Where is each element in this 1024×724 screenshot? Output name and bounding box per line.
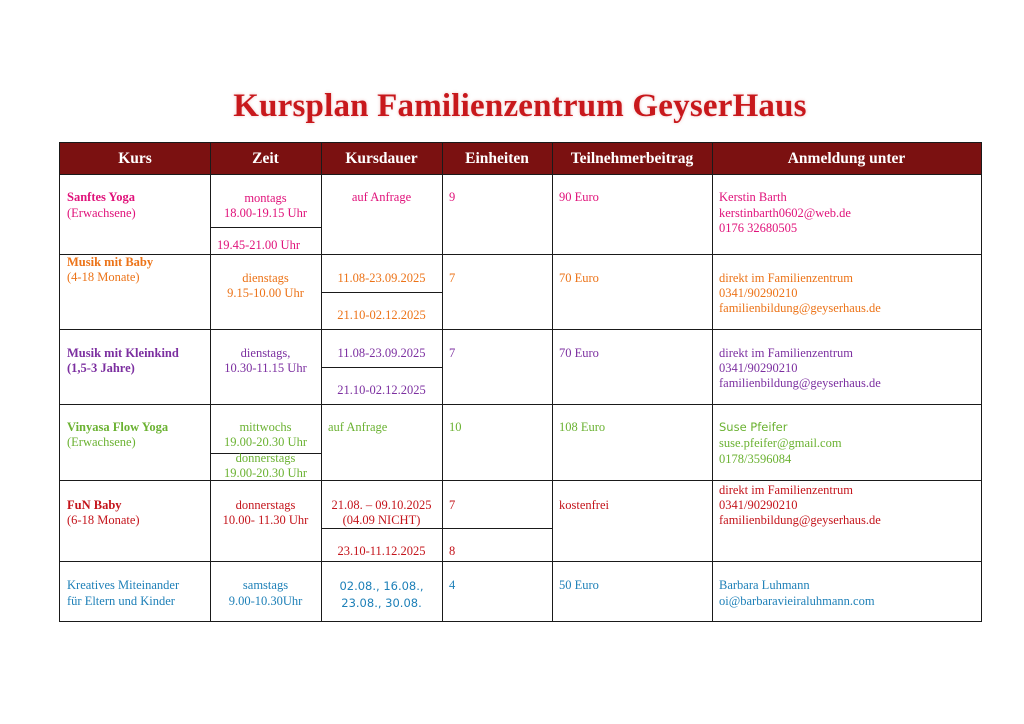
anmeldung-email[interactable]: familienbildung@geyserhaus.de: [719, 376, 881, 390]
row-divider: [60, 174, 981, 175]
anmeldung-email[interactable]: familienbildung@geyserhaus.de: [719, 513, 881, 527]
anmeldung-line: direkt im Familienzentrum: [719, 346, 853, 360]
einheiten: 8: [449, 544, 456, 558]
zeit-time: 19.45-21.00 Uhr: [217, 238, 300, 252]
grid-line: [712, 143, 713, 621]
header-kursdauer: Kursdauer: [345, 150, 418, 167]
row-divider: [60, 480, 981, 481]
einheiten: 7: [449, 271, 456, 285]
cell-divider: [210, 227, 321, 228]
course-table: [59, 142, 982, 622]
grid-line: [552, 143, 553, 621]
zeit-time: 19.00-20.30 Uhr: [224, 435, 307, 449]
anmeldung-phone: 0341/90290210: [719, 361, 798, 375]
kursdauer: 02.08., 16.08.,: [339, 579, 424, 593]
einheiten: 9: [449, 190, 456, 204]
einheiten: 7: [449, 498, 456, 512]
einheiten: 10: [449, 420, 462, 434]
zeit-time: 10.00- 11.30 Uhr: [222, 513, 309, 527]
kurs-name: Musik mit Kleinkind: [67, 346, 179, 360]
kursdauer: auf Anfrage: [351, 190, 412, 204]
anmeldung-email[interactable]: kerstinbarth0602@web.de: [719, 206, 851, 220]
grid-line: [442, 143, 443, 621]
kurs-sub: (4-18 Monate): [67, 270, 140, 284]
kurs-name: Musik mit Baby: [67, 255, 154, 269]
anmeldung-phone: 0341/90290210: [719, 286, 798, 300]
beitrag: 70 Euro: [559, 271, 599, 285]
zeit-day: dienstags: [242, 271, 289, 285]
kursdauer: 23.10-11.12.2025: [337, 544, 426, 558]
kursdauer: 21.08. – 09.10.2025: [331, 498, 432, 512]
kurs-name: FuN Baby: [67, 498, 122, 512]
row-divider: [60, 561, 981, 562]
kursdauer-note: (04.09 NICHT): [342, 513, 421, 527]
kursdauer: 23.08., 30.08.: [341, 596, 422, 610]
beitrag: 108 Euro: [559, 420, 606, 434]
anmeldung-line: direkt im Familienzentrum: [719, 483, 853, 497]
einheiten: 7: [449, 346, 456, 360]
anmeldung-line: direkt im Familienzentrum: [719, 271, 853, 285]
zeit-time: 9.15-10.00 Uhr: [227, 286, 304, 300]
kursdauer: 21.10-02.12.2025: [337, 383, 426, 397]
beitrag: 50 Euro: [559, 578, 599, 592]
zeit-time: 10.30-11.15 Uhr: [224, 361, 307, 375]
anmeldung-email[interactable]: oi@barbaravieiraluhmann.com: [719, 594, 875, 608]
kurs-sub: (6-18 Monate): [67, 513, 140, 527]
zeit-day: montags: [244, 191, 287, 205]
kurs-sub: (Erwachsene): [67, 435, 136, 449]
kurs-name: Kreatives Miteinander: [67, 578, 180, 592]
anmeldung-line: Suse Pfeifer: [719, 420, 788, 434]
kursdauer: 11.08-23.09.2025: [337, 271, 426, 285]
cell-divider: [321, 367, 442, 368]
anmeldung-line: Kerstin Barth: [719, 190, 787, 204]
cell-divider: [321, 292, 442, 293]
kurs-sub: für Eltern und Kinder: [67, 594, 175, 608]
anmeldung-phone: 0341/90290210: [719, 498, 798, 512]
anmeldung-phone: 0176 32680505: [719, 221, 798, 235]
beitrag: 90 Euro: [559, 190, 599, 204]
header-teilnehmerbeitrag: Teilnehmerbeitrag: [570, 150, 694, 167]
row-divider: [60, 329, 981, 330]
page-title: Kursplan Familienzentrum GeyserHaus: [233, 88, 807, 124]
zeit-day: donnerstags: [235, 498, 296, 512]
einheiten: 4: [449, 578, 456, 592]
header-kurs: Kurs: [118, 150, 152, 167]
anmeldung-phone: 0178/3596084: [719, 452, 792, 466]
zeit-day: donnerstags: [235, 451, 296, 465]
zeit-day: samstags: [242, 578, 289, 592]
beitrag: 70 Euro: [559, 346, 599, 360]
zeit-time: 19.00-20.30 Uhr: [224, 466, 307, 480]
header-einheiten: Einheiten: [465, 150, 529, 167]
anmeldung-line: Barbara Luhmann: [719, 578, 810, 592]
zeit-day: dienstags,: [240, 346, 291, 360]
zeit-time: 9.00-10.30Uhr: [228, 594, 303, 608]
kurs-name: Vinyasa Flow Yoga: [67, 420, 169, 434]
zeit-time: 18.00-19.15 Uhr: [224, 206, 307, 220]
zeit-day: mittwochs: [239, 420, 292, 434]
header-zeit: Zeit: [252, 150, 279, 167]
row-divider: [60, 404, 981, 405]
kursdauer: 21.10-02.12.2025: [337, 308, 426, 322]
kurs-sub: (1,5-3 Jahre): [67, 361, 135, 375]
header-anmeldung: Anmeldung unter: [787, 150, 906, 167]
table-header: [60, 143, 981, 174]
anmeldung-email[interactable]: suse.pfeifer@gmail.com: [719, 436, 842, 450]
row-divider: [60, 254, 981, 255]
kursdauer: 11.08-23.09.2025: [337, 346, 426, 360]
kurs-sub: (Erwachsene): [67, 206, 136, 220]
anmeldung-email[interactable]: familienbildung@geyserhaus.de: [719, 301, 881, 315]
kursdauer: auf Anfrage: [328, 420, 388, 434]
beitrag: kostenfrei: [559, 498, 609, 512]
kurs-name: Sanftes Yoga: [67, 190, 135, 204]
